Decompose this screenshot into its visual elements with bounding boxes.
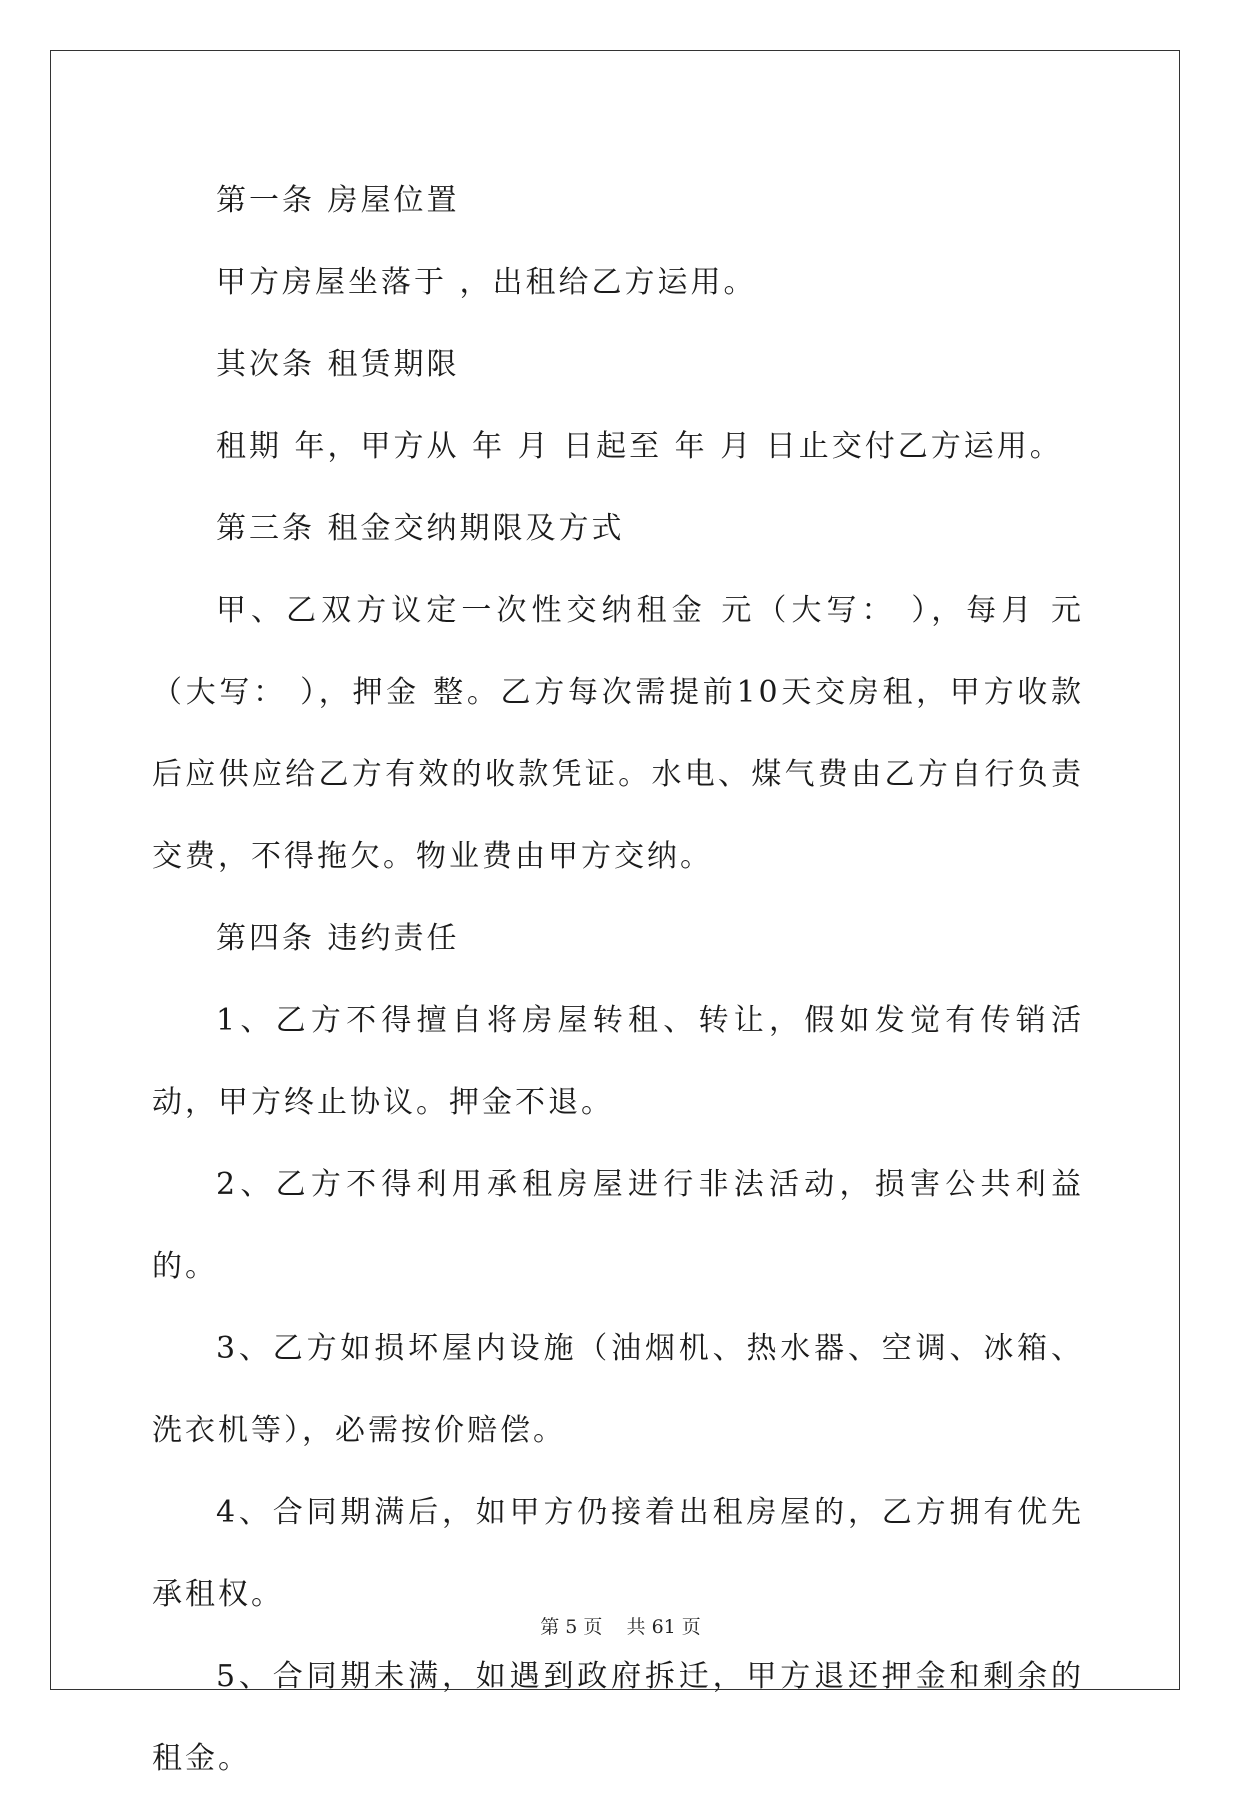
clause-3: 3、乙方如损坏屋内设施（油烟机、热水器、空调、冰箱、洗衣机等），必需按价赔偿。 (152, 1331, 1084, 1448)
page-total: 共 61 页 (626, 1616, 701, 1638)
article-2-text: 租期 年，甲方从 年 月 日起至 年 月 日止交付乙方运用。 (216, 429, 1063, 464)
article-3-text: 甲、乙双方议定一次性交纳租金 元（大写： ），每月 元（大写： ），押金 整。乙方每次需提前10天交房租，甲方收款后应供应给乙方有效的收款凭证。水电、煤气费由乙方自行负责交费，不得拖欠。物业费由甲方交纳。 (152, 593, 1084, 874)
article-2-heading: 其次条 租赁期限 (216, 347, 460, 382)
page-number: 第 5 页 (540, 1616, 603, 1638)
document-body (152, 160, 1084, 1800)
article-1-heading: 第一条 房屋位置 (216, 183, 460, 218)
article-3-heading: 第三条 租金交纳期限及方式 (216, 511, 625, 546)
article-4-heading: 第四条 违约责任 (216, 921, 460, 956)
clause-5: 5、合同期未满，如遇到政府拆迁，甲方退还押金和剩余的租金。 (152, 1659, 1084, 1776)
article-1-text: 甲方房屋坐落于 ，出租给乙方运用。 (216, 265, 757, 300)
clause-4: 4、合同期满后，如甲方仍接着出租房屋的，乙方拥有优先承租权。 (152, 1495, 1084, 1612)
clause-1: 1、乙方不得擅自将房屋转租、转让，假如发觉有传销活动，甲方终止协议。押金不退。 (152, 1003, 1084, 1120)
page-footer (0, 1615, 1241, 1639)
clause-2: 2、乙方不得利用承租房屋进行非法活动，损害公共利益的。 (152, 1167, 1084, 1284)
